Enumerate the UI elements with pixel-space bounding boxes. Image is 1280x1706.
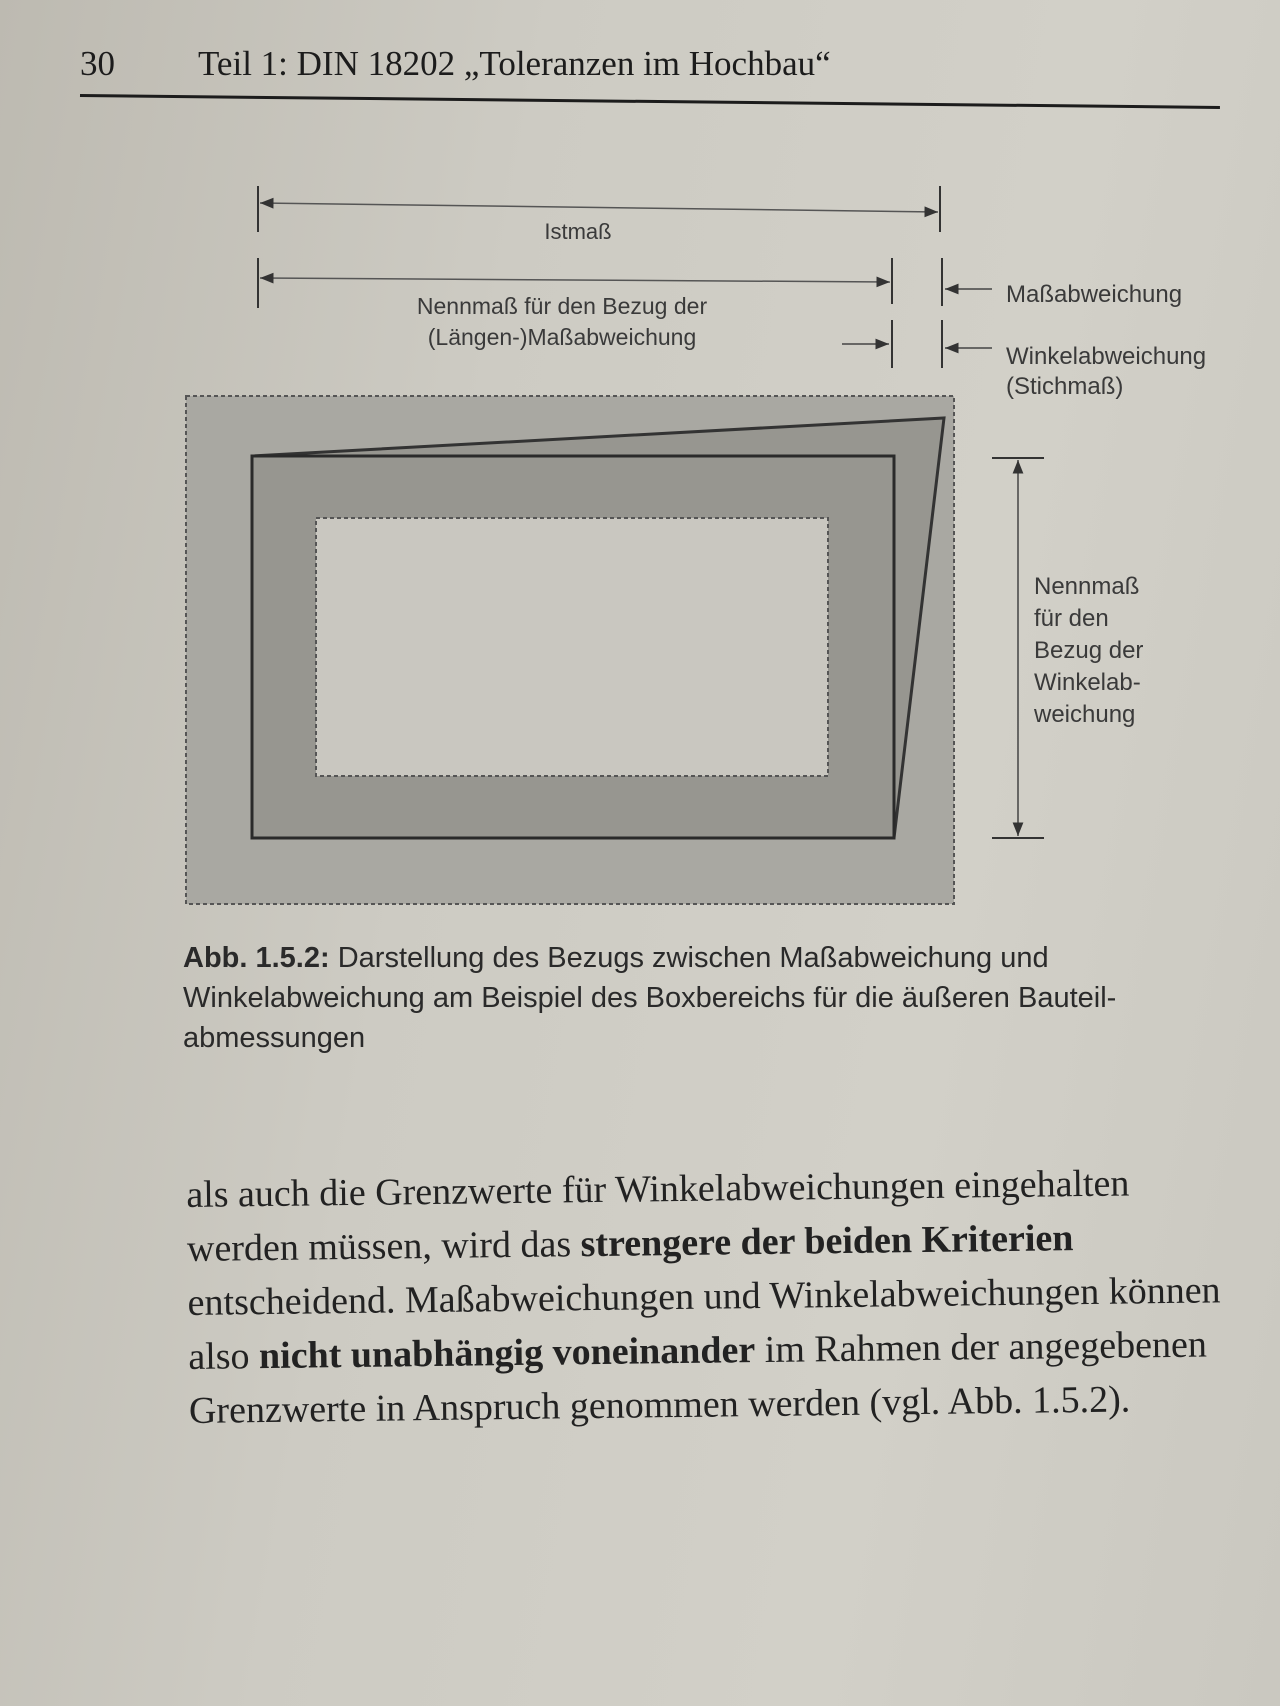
deviation-markers (842, 258, 992, 368)
figure-caption (183, 938, 1233, 1058)
page-number: 30 (80, 44, 115, 83)
body-bold: strengere der beiden Kriterien (580, 1217, 1074, 1266)
massabweichung-label: Maßabweichung (1006, 281, 1183, 308)
nennmass-winkel-line: weichung (1034, 701, 1136, 728)
nennmass-laengen-label-line1: Nennmaß für den Bezug der (416, 293, 708, 319)
caption-text: Darstellung des Bezugs zwischen Maßabweichung und Winkelabweichung am Beispiel des Boxbereichs für die äußeren Bauteil-abmessungen (183, 942, 1117, 1054)
nennmass-winkel-line: für den (1034, 605, 1109, 632)
body-bold: nicht unabhängig voneinander (258, 1329, 756, 1378)
body-segment: als auch die Grenzwerte für Winkelabweichungen eingehalten werden müssen, wird das (186, 1162, 1130, 1270)
header-title: Teil 1: DIN 18202 „Toleranzen im Hochbau“ (198, 44, 831, 83)
nennmass-laengen-label-line2: (Längen-)Maßabweichung (427, 324, 697, 350)
inner-box (316, 518, 828, 776)
nennmass-winkel-line: Nennmaß (1034, 573, 1140, 600)
body-segment: entscheidend. Maßabweichungen und Winkelabweichungen können also (187, 1269, 1221, 1378)
caption-label: Abb. 1.5.2: (183, 942, 330, 974)
nennmass-winkel-line: Bezug der (1034, 637, 1144, 664)
nennmass-winkel-label (1033, 573, 1143, 728)
winkelabweichung-label-line1: Winkelabweichung (1006, 343, 1207, 370)
istmass-label: Istmaß (544, 219, 612, 244)
body-paragraph (186, 1155, 1249, 1438)
nennmass-winkel-line: Winkelab- (1034, 669, 1141, 696)
body-segment: im Rahmen der angegebenen Grenzwerte in Anspruch genommen werden (vgl. Abb. 1.5.2). (188, 1323, 1208, 1432)
winkelabweichung-label-line2: (Stichmaß) (1006, 373, 1124, 400)
